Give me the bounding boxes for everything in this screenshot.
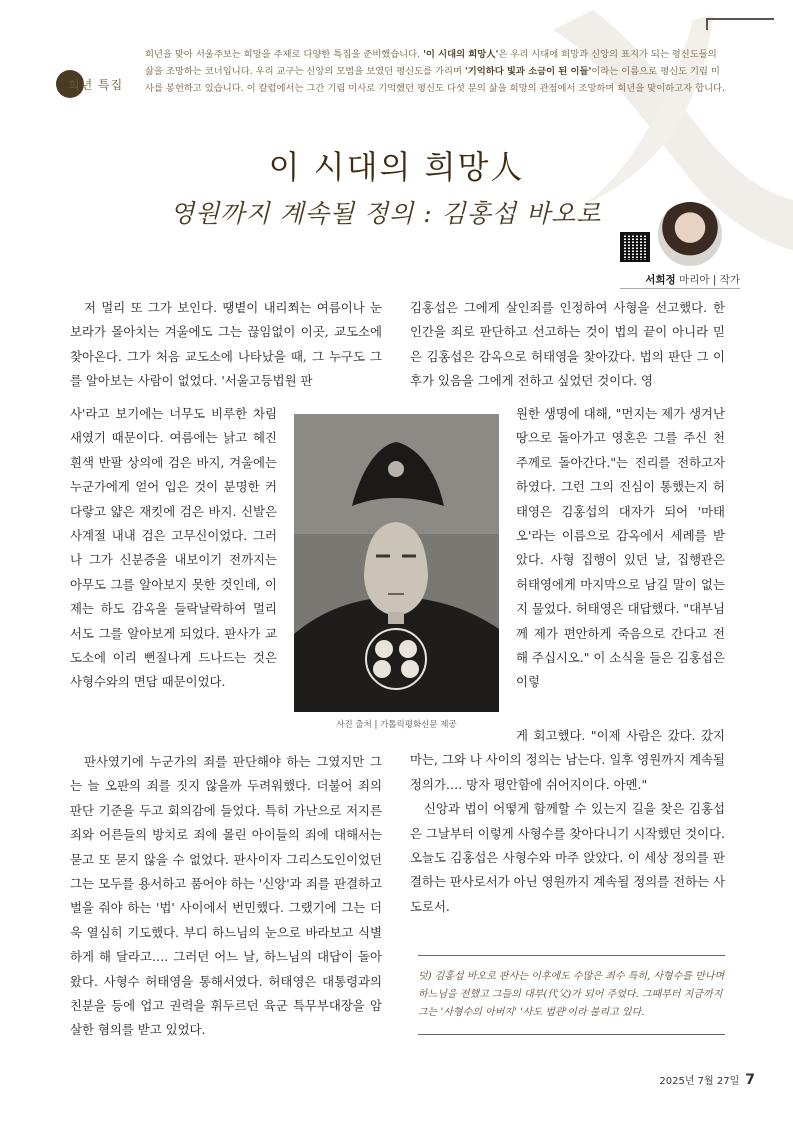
corner-mark-tick xyxy=(706,18,708,30)
photo-caption: 사진 출처 | 가톨릭평화신문 제공 xyxy=(336,720,457,730)
paragraph: 신앙과 법이 어떻게 함께할 수 있는지 길을 찾은 김홍섭은 그날부터 이렇게 사형수를 찾아다니기 시작했던 것이다. 오늘도 김홍섭은 사형수와 마주 앉았다. 이 세상 정의를 판결하는 판사로서가 아닌 영원까지 계속될 정의를 전하는 사도로서. xyxy=(410,801,725,914)
body-right-bottom xyxy=(410,724,725,919)
body-right-top xyxy=(410,296,725,394)
qr-code-icon[interactable] xyxy=(620,232,650,262)
author-role: 작가 xyxy=(719,274,740,286)
footer-date: 2025년 7월 27일 xyxy=(659,1076,740,1087)
author-rule xyxy=(620,288,740,289)
article-subtitle: 영원까지 계속될 정의 : 김홍섭 바오로 xyxy=(170,199,602,228)
footnote-text: 덧) 김홍섭 바오로 판사는 이후에도 수많은 죄수 특히, 사형수를 만나며 하느님을 전했고 그들의 대부(代父)가 되어 주었다. 그때부터 지금까지 그는 '사형수의 아버지' '사도 법관'이라 불리고 있다. xyxy=(418,971,725,1018)
author-baptismal: 마리아 xyxy=(679,274,710,286)
series-badge xyxy=(56,68,126,100)
intro-bold: '이 시대의 희망人' xyxy=(423,49,499,60)
author-avatar xyxy=(658,202,722,266)
author-byline: 서희정 마리아 | 작가 xyxy=(645,274,740,286)
paragraph: 사'라고 보기에는 너무도 비루한 차림새였기 때문이다. 여름에는 낡고 헤진 흰색 반팔 상의에 검은 바지, 겨울에는 누군가에게 얻어 입은 것이 분명한 커다랗고 얇은 재킷에 검은 바지. 신발은 사계절 내내 검은 고무신이었다. 그러나 그가 신분증을 내보이기 전까지는 아무도 그를 알아보지 못한 것인데, 이제는 하도 감옥을 들락날락하여 멀리서도 그를 알아보게 되었다. 판사가 교도소에 이리 뻔질나게 드나드는 것은 사형수와의 면담 때문이었다. xyxy=(70,406,277,690)
series-label: 희년 특집 xyxy=(68,77,124,92)
page-title: 이 시대의 희망人 xyxy=(268,148,525,186)
page-footer xyxy=(659,1072,755,1088)
intro-text xyxy=(145,46,725,97)
paragraph: 저 멀리 또 그가 보인다. 땡볕이 내리쬐는 여름이나 눈보라가 몰아치는 겨울에도 그는 끊임없이 이곳, 교도소에 찾아온다. 그가 처음 교도소에 나타났을 때, 그 누구도 그를 알아보는 사람이 없었다. '서울고등법원 판 xyxy=(70,300,382,389)
paragraph: 판사였기에 누군가의 죄를 판단해야 하는 그였지만 그는 늘 오판의 죄를 짓지 않을까 두려워했다. 더불어 죄의 판단 기준을 두고 회의감에 들었다. 특히 가난으로 저지른 죄와 어른들의 방치로 죄에 몰린 아이들의 죄에 대해서는 묻고 또 묻지 않을 수 없었다. 판사이자 그리스도인이었던 그는 모두를 용서하고 품어야 하는 '신앙'과 죄를 판결하고 벌을 줘야 하는 '법' 사이에서 번민했다. 그랬기에 그는 더욱 열심히 기도했다. 부디 하느님의 눈으로 바라보고 식별하게 해 달라고…. 그러던 어느 날, 하느님의 대답이 돌아왔다. 사형수 허태영을 통해서였다. 허태영은 대통령과의 친분을 등에 업고 권력을 휘두르던 육군 특무부대장을 암살한 혐의를 받고 있었다. xyxy=(70,754,382,1038)
intro-part: 이라는 이름으로 평신도 기림 미사를 봉헌하고 있습니다. 이 칼럼에서는 그간 기림 미사로 기억했던 평신도 다섯 분의 삶을 희망의 관점에서 조망하며 희년을 맞이하고자 합니다. xyxy=(145,66,725,94)
paragraph: 게 회고했다. "이제 사람은 갔다. 갔지마는, 그와 나 사이의 정의는 남는다. 일후 영원까지 계속될 정의가…. 망자 평안함에 쉬어지이다. 아멘." xyxy=(410,728,725,792)
body-left-wrap xyxy=(70,402,277,695)
page-number: 7 xyxy=(745,1072,755,1088)
body-left-top xyxy=(70,296,382,394)
portrait-photo xyxy=(294,414,499,712)
body-left-bottom xyxy=(70,750,382,1043)
intro-part: 은 우리 시대에 희망과 신앙의 표지가 되는 평신도들의 삶을 조망하는 코너입니다. 우리 교구는 신앙의 모범을 보였던 평신도를 가리며 xyxy=(145,49,717,77)
intro-bold: '기억하다 빛과 소금이 된 이들' xyxy=(464,66,592,77)
footnote-box xyxy=(418,955,725,1035)
paragraph: 원한 생명에 대해, "먼지는 제가 생겨난 땅으로 돌아가고 영혼은 그를 주신 천주께로 돌아간다."는 진리를 전하고자 하였다. 그런 그의 진심이 통했는지 허태영은 김홍섭의 대자가 되어 '마태오'라는 이름으로 감옥에서 세례를 받았다. 사형 집행이 있던 날, 집행관은 허태영에게 마지막으로 남길 말이 없는지 물었다. 허태영은 대답했다. "대부님께 제가 편안하게 죽음으로 간다고 전해 주십시오." 이 소식을 들은 김홍섭은 이렇 xyxy=(516,406,725,690)
paragraph: 김홍섭은 그에게 살인죄를 인정하여 사형을 선고했다. 한 인간을 죄로 판단하고 선고하는 것이 법의 끝이 아니라 믿은 김홍섭은 감옥으로 허태영을 찾아갔다. 법의 판단 그 이후가 있음을 그에게 전하고 싶었던 것이다. 영 xyxy=(410,300,725,389)
intro-part: 희년을 맞아 서울주보는 희망을 주제로 다양한 특집을 준비했습니다. xyxy=(145,49,424,60)
body-right-wrap xyxy=(516,402,725,695)
corner-mark xyxy=(706,18,774,20)
portrait-illustration xyxy=(294,414,499,712)
author-name: 서희정 xyxy=(645,274,676,286)
